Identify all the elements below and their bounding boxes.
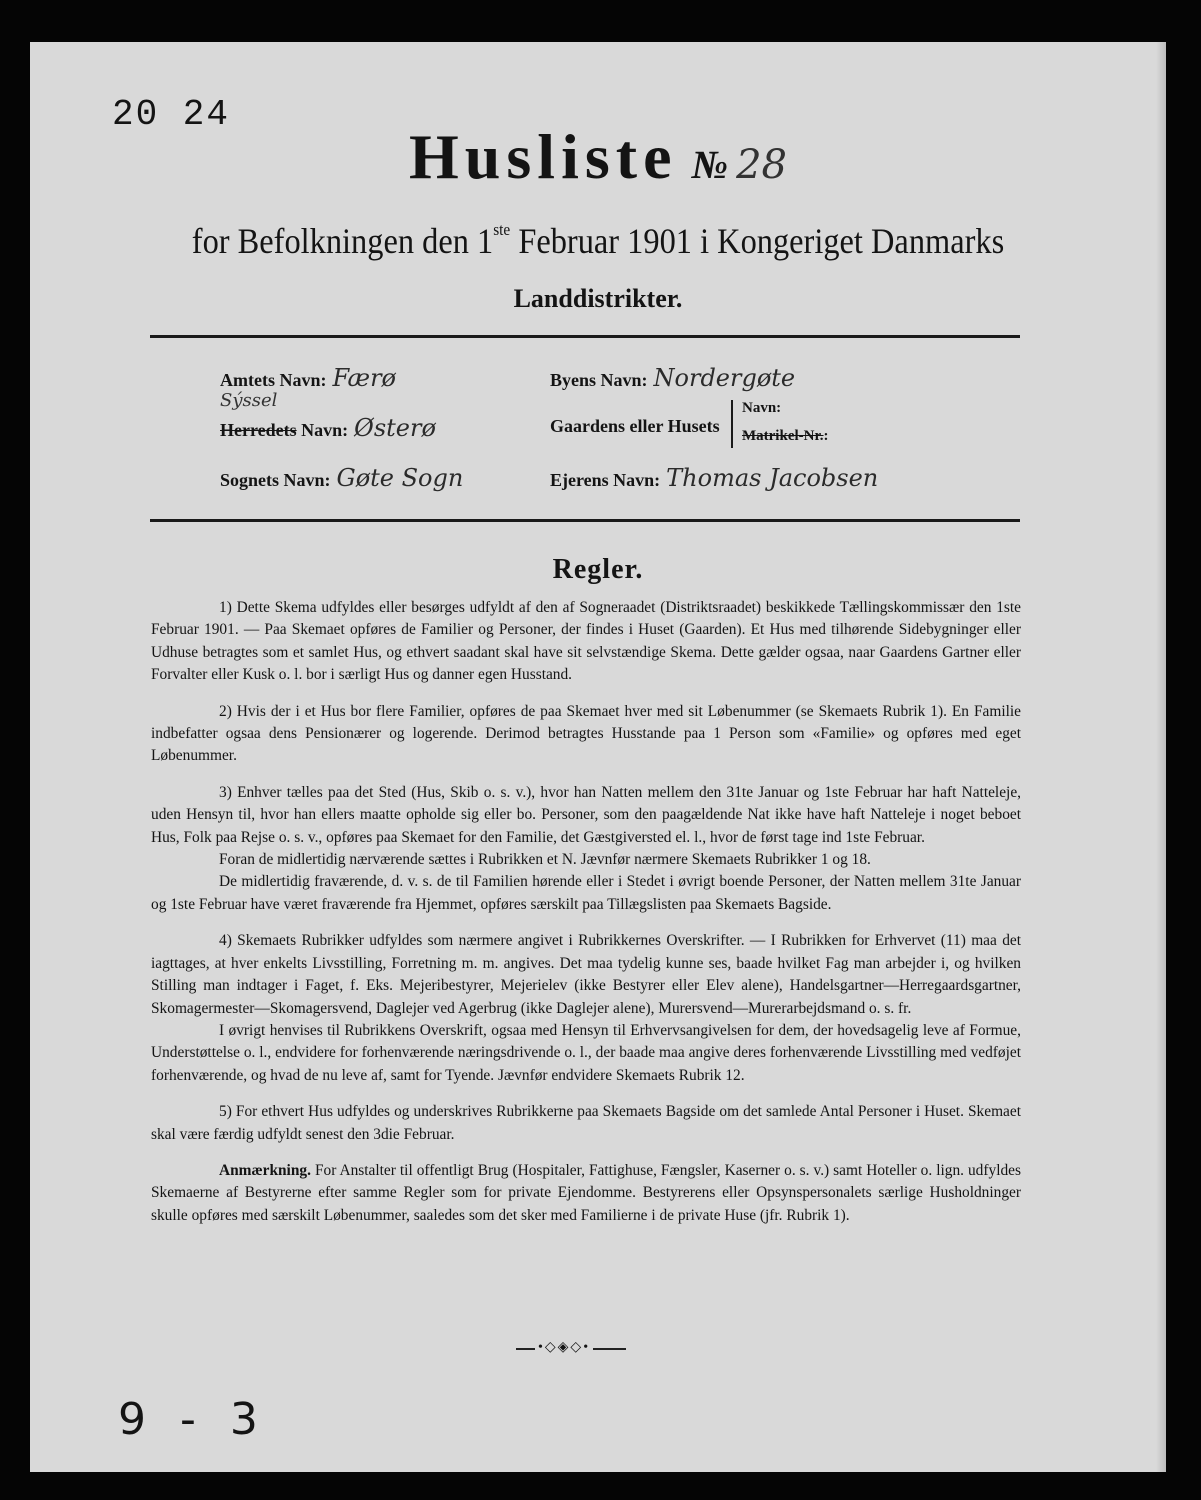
ejer-label: Ejerens Navn:	[550, 470, 661, 490]
sogn-field	[220, 464, 463, 492]
bottom-handwritten-note: 9 - 3	[118, 1394, 268, 1445]
rule-3-note-absent: De midlertidig fraværende, d. v. s. de til Familien hørende eller i Stedet i øvrigt boende Personer, der Natten mellem 31te Januar og 1ste Februar have været fraværende fra Hjemmet, opføres særskilt paa Tillægslisten paa Skemaets Bagside.	[151, 873, 1021, 913]
matrikel-colon: :	[823, 428, 829, 444]
gaard-label: Gaardens eller Husets	[550, 416, 720, 436]
form-title	[30, 120, 1166, 194]
rules-text	[151, 597, 1021, 1241]
ornament: •◇◈◇•	[535, 1339, 593, 1356]
brace-bracket	[731, 400, 741, 448]
subtitle-part-1: for Befolkningen den 1	[191, 221, 494, 261]
ejer-value: Thomas Jacobsen	[666, 464, 879, 492]
divider-bottom	[150, 519, 1020, 522]
herred-label-struck: Herredets	[220, 420, 297, 440]
amt-label: Amtets Navn:	[220, 370, 327, 390]
rule-4-note: I øvrigt henvises til Rubrikkens Overskrift, ogsaa med Hensyn til Erhvervsangivelsen for dem, der hovedsagelig leve af Formue, Understøttelse o. l., endvidere for forhenværende næringsdrivende o. l., der baade maa angive deres forhenværende Livsstilling med vedføjet forhenværende, og hvad de nu leve af, samt for Tyende. Jævnfør endvidere Skemaets Rubrik 12.	[151, 1021, 1021, 1084]
annotation-label: Anmærkning.	[219, 1161, 311, 1179]
gaard-navn-label: Navn:	[742, 400, 782, 416]
herred-value: Østerø	[354, 414, 436, 442]
district-type: Landdistrikter.	[513, 284, 683, 313]
rule-3-note-present: Foran de midlertidig nærværende sættes i Rubrikken et N. Jævnfør nærmere Skemaets Rubrikker 1 og 18.	[219, 851, 871, 869]
rule-3: 3) Enhver tælles paa det Sted (Hus, Skib o. s. v.), hvor han Natten mellem den 31te Januar og 1ste Februar har haft Natteleje, uden Hensyn til, hvor han ellers maatte opholde sig eller bo. Personer, som den paagældende Nat ikke have haft Natteleje i noget beboet Hus, Folk paa Rejse o. s. v., opføres paa Skemaet for den Familie, det Gæstgiversted el. l., hvor de først tage ind 1ste Februar.	[151, 783, 1021, 846]
by-value: Nordergøte	[653, 364, 796, 392]
house-number-handwritten: 28	[736, 142, 787, 188]
title-main: Husliste	[409, 121, 678, 192]
number-sign: №	[691, 142, 729, 187]
herred-field	[220, 414, 436, 442]
sogn-value: Gøte Sogn	[336, 464, 464, 492]
rules-heading: Regler.	[552, 554, 644, 585]
subtitle-superscript: ste	[493, 220, 511, 239]
archive-number: 20 24	[112, 94, 231, 135]
census-form-page	[30, 42, 1166, 1472]
sogn-label: Sognets Navn:	[220, 470, 331, 490]
amt-value: Færø	[332, 364, 396, 392]
herred-hand-note: Sýssel	[220, 390, 278, 411]
matrikel-label-struck: Matrikel-Nr.	[742, 428, 824, 444]
form-subtitle	[87, 220, 1109, 262]
annotation-text: For Anstalter til offentligt Brug (Hospitaler, Fattighuse, Fængsler, Kaserner o. s. v.) samt Hoteller o. lign. udfyldes Skemaerne af Bestyrerne efter samme Regler som for private Ejendomme. Bestyrerens eller Opsynspersonalets særlige Husholdninger skulle opføres med særskilt Løbenummer, saaledes som det sker med Familierne i de private Huse (jfr. Rubrik 1).	[151, 1161, 1021, 1224]
matrikel-field	[742, 428, 829, 445]
rule-1: 1) Dette Skema udfyldes eller besørges udfyldt af den af Sogneraadet (Distriktsraadet) beskikkede Tællingskommissær den 1ste Februar 1901. — Paa Skemaet opføres de Familier og Personer, der findes i Huset (Gaarden). Et Hus med tilhørende Sidebygninger eller Udhuse betragtes som et samlet Hus, og ethvert saadant skal have sit selvstændige Skema. Dette gælder ogsaa, naar Gaardens Gartner eller Forvalter eller Kusk o. l. bor i særligt Hus og danner egen Husstand.	[151, 599, 1021, 684]
annotation	[151, 1160, 1021, 1227]
herred-label: Navn:	[296, 420, 349, 440]
rule-5: 5) For ethvert Hus udfyldes og underskrives Rubrikkerne paa Skemaets Bagside om det samlede Antal Personer i Huset. Skemaet skal være færdig udfyldt senest den 3die Februar.	[151, 1103, 1021, 1143]
divider-top	[150, 335, 1020, 338]
subtitle-part-2: Februar 1901 i Kongeriget Danmarks	[510, 221, 1005, 261]
rule-4: 4) Skemaets Rubrikker udfyldes som nærmere angivet i Rubrikkernes Overskrifter. — I Rubrikken for Erhvervet (11) maa det iagttages, at hver enkelts Livsstilling, Forretning m. m. angives. Det maa tydelig kunne ses, baade hvilket Fag man arbejder i, og hvilken Stilling man indtager i Faget, f. Eks. Mejeribestyrer, Mejerielev (ikke Bestyrer eller Elev alene), Handelsgartner—Herregaardsgartner, Skomagermester—Skomagersvend, Daglejer ved Agerbrug (ikke Daglejer alene), Murersvend—Murerarbejdsmand o. s. fr.	[151, 932, 1021, 1017]
rule-2: 2) Hvis der i et Hus bor flere Familier, opføres de paa Skemaet hver med sit Løbenummer (se Skemaets Rubrik 1). En Familie indbefatter ogsaa dens Pensionærer og logerende. Derimod betragtes Husstande paa 1 Person som «Familie» og opføres med eget Løbenummer.	[151, 702, 1021, 765]
by-field	[550, 364, 795, 392]
amt-field	[220, 364, 396, 392]
by-label: Byens Navn:	[550, 370, 648, 390]
ejer-field	[550, 464, 878, 492]
